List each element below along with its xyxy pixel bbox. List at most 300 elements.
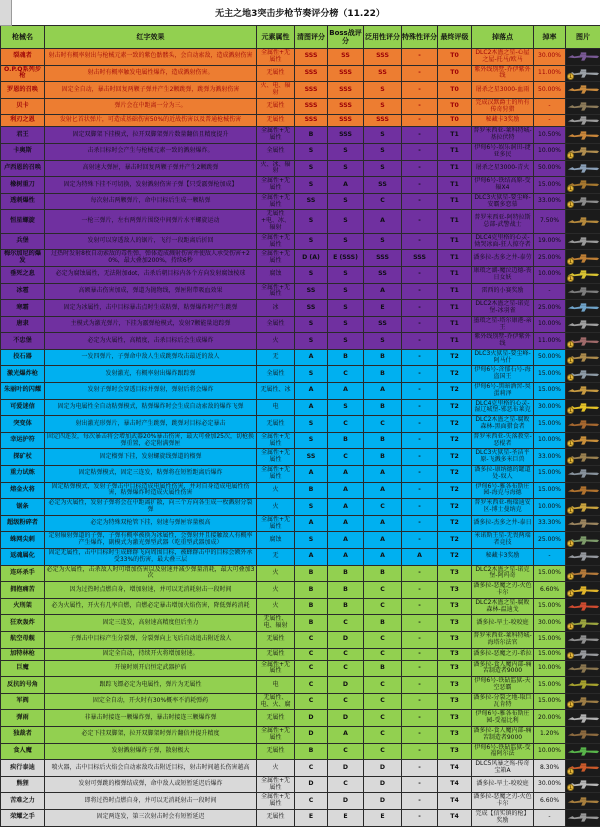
gun-name-cell[interactable]: 反抗的号角 [1, 677, 45, 694]
gun-image-cell[interactable] [566, 115, 600, 127]
final-tier-cell[interactable]: T3 [438, 648, 472, 660]
gun-image-cell[interactable] [566, 631, 600, 648]
gun-name-cell[interactable]: 垂死之息 [1, 266, 45, 283]
mobbing-score-cell[interactable]: SS [295, 193, 328, 210]
mobbing-score-cell[interactable]: A [295, 399, 328, 416]
drop-location-cell[interactable]: 紫外线别墅-乔伊紫外线 [472, 333, 534, 350]
red-text-effect-cell[interactable]: 射击时有概率触发电属性爆炸，造成溅射伤害。 [45, 65, 257, 82]
drop-location-cell[interactable]: 伊甸6号-雅各布斯庄园-海克与海德 [472, 482, 534, 499]
gun-image-cell[interactable] [566, 143, 600, 160]
gun-name-cell[interactable]: 兵堡 [1, 233, 45, 250]
red-text-effect-cell[interactable]: 必为火属性，开火有几率自燃，自燃必定暴击增加火焰伤害，降低弹药消耗 [45, 598, 257, 615]
gun-name-cell[interactable]: 加特林枪 [1, 648, 45, 660]
gun-image-cell[interactable] [566, 210, 600, 233]
mobbing-score-cell[interactable]: S [295, 416, 328, 433]
drop-rate-cell[interactable]: 6.60% [534, 582, 566, 599]
drop-rate-cell[interactable]: 30.00% [534, 49, 566, 66]
final-tier-cell[interactable]: T4 [438, 776, 472, 793]
mobbing-score-cell[interactable]: A [295, 383, 328, 400]
boss-score-cell[interactable]: C [328, 615, 364, 632]
special-score-cell[interactable]: - [402, 598, 438, 615]
mobbing-score-cell[interactable]: B [295, 598, 328, 615]
red-text-effect-cell[interactable]: 击杀目标时会产生与枪械元素一致的溅射爆炸。 [45, 143, 257, 160]
red-text-effect-cell[interactable]: 固定全自动，暴击时回复两颗子弹并产生2颗跳弹，跳弹为溅射伤害 [45, 82, 257, 99]
element-cell[interactable]: 无属性 [257, 710, 295, 727]
final-tier-cell[interactable]: T3 [438, 677, 472, 694]
special-score-cell[interactable]: - [402, 710, 438, 727]
drop-rate-cell[interactable]: 15.00% [534, 693, 566, 710]
final-tier-cell[interactable]: T2 [438, 349, 472, 366]
element-cell[interactable]: 全属性+无属性 [257, 233, 295, 250]
element-cell[interactable]: 全属性+无属性 [257, 515, 295, 532]
mobbing-score-cell[interactable]: S [295, 499, 328, 516]
red-text-effect-cell[interactable]: 固定粘弹模式，发射子弹击中目标造成电属性伤害，并对自身造成电属性伤害，粘弹爆炸时造成火属性伤害 [45, 482, 257, 499]
versatility-score-cell[interactable]: SS [364, 316, 402, 333]
special-score-cell[interactable]: - [402, 615, 438, 632]
element-cell[interactable]: 火 [257, 482, 295, 499]
red-text-effect-cell[interactable]: 必定为特殊双枪管下挂，射速与弹匣容量极高 [45, 515, 257, 532]
final-tier-cell[interactable]: T1 [438, 193, 472, 210]
mobbing-score-cell[interactable]: S [295, 160, 328, 177]
gun-name-cell[interactable]: 可爱迷信 [1, 399, 45, 416]
versatility-score-cell[interactable]: A [364, 283, 402, 300]
gun-image-cell[interactable] [566, 582, 600, 599]
red-text-effect-cell[interactable]: 发射可以穿透敌人的锯片，飞行一段距离后折回 [45, 233, 257, 250]
gun-image-cell[interactable] [566, 466, 600, 483]
drop-location-cell[interactable]: 普罗米西亚-莱科特城-海塔尔法官 [472, 631, 534, 648]
header-drop-location[interactable]: 掉落点 [472, 26, 534, 49]
drop-rate-cell[interactable]: 15.00% [534, 648, 566, 660]
drop-rate-cell[interactable]: 10.00% [534, 316, 566, 333]
red-text-effect-cell[interactable]: 固定三连发，高射速高精度但后坐力 [45, 615, 257, 632]
special-score-cell[interactable]: - [402, 383, 438, 400]
gun-image-cell[interactable] [566, 743, 600, 760]
header-image[interactable]: 图片 [566, 26, 600, 49]
gun-image-cell[interactable] [566, 416, 600, 433]
gun-name-cell[interactable]: 卡奥斯 [1, 143, 45, 160]
drop-location-cell[interactable]: 伊甸6号-铁砧监狱-受福阿尔法 [472, 743, 534, 760]
versatility-score-cell[interactable]: B [364, 565, 402, 582]
element-cell[interactable]: 无属性、冰 [257, 383, 295, 400]
gun-name-cell[interactable]: 疾行泰迪 [1, 760, 45, 777]
element-cell[interactable]: 全属性+无属性 [257, 726, 295, 743]
element-cell[interactable]: 火 [257, 565, 295, 582]
mobbing-score-cell[interactable]: A [295, 549, 328, 566]
red-text-effect-cell[interactable]: 定射辐射弹道的子弹，子弹有概率被换为冰属性，会弹射并且接触敌人有概率产生爆炸，副模式为激光弹型武器（吃重型武器加成） [45, 532, 257, 549]
gun-image-cell[interactable] [566, 383, 600, 400]
final-tier-cell[interactable]: T0 [438, 98, 472, 115]
red-text-effect-cell[interactable]: 必定为火属性，高精度，击杀目标后会生成爆炸 [45, 333, 257, 350]
drop-location-cell[interactable]: 雷西的小赛奖励 [472, 283, 534, 300]
versatility-score-cell[interactable]: SSS [364, 250, 402, 267]
mobbing-score-cell[interactable]: S [295, 333, 328, 350]
versatility-score-cell[interactable]: C [364, 677, 402, 694]
final-tier-cell[interactable]: T3 [438, 710, 472, 727]
drop-location-cell[interactable]: 伊甸6号-铁砧监狱-天空恶霸 [472, 677, 534, 694]
boss-score-cell[interactable]: A [328, 515, 364, 532]
gun-name-cell[interactable]: 裂魂者 [1, 49, 45, 66]
gun-image-cell[interactable] [566, 660, 600, 677]
boss-score-cell[interactable]: C [328, 449, 364, 466]
mobbing-score-cell[interactable]: S [295, 177, 328, 194]
element-cell[interactable]: 全属性+无属性 [257, 432, 295, 449]
mobbing-score-cell[interactable]: SSS [295, 98, 328, 115]
final-tier-cell[interactable]: T1 [438, 160, 472, 177]
boss-score-cell[interactable]: S [328, 300, 364, 317]
gun-name-cell[interactable]: 火刑架 [1, 598, 45, 615]
drop-rate-cell[interactable]: 30.00% [534, 399, 566, 416]
drop-location-cell[interactable]: 伊甸6号-含郁石号-海盗国王 [472, 366, 534, 383]
special-score-cell[interactable]: - [402, 660, 438, 677]
mobbing-score-cell[interactable]: B [295, 615, 328, 632]
drop-rate-cell[interactable]: - [534, 549, 566, 566]
boss-score-cell[interactable]: S [328, 399, 364, 416]
gun-name-cell[interactable]: 蛛网尖刺 [1, 532, 45, 549]
drop-rate-cell[interactable]: 25.00% [534, 300, 566, 317]
versatility-score-cell[interactable]: SS [364, 65, 402, 82]
gun-image-cell[interactable] [566, 515, 600, 532]
gun-image-cell[interactable] [566, 565, 600, 582]
red-text-effect-cell[interactable]: 开镜时则开启恒定武器护盾 [45, 660, 257, 677]
element-cell[interactable]: 全属性+无属性 [257, 193, 295, 210]
mobbing-score-cell[interactable]: D (A) [295, 250, 328, 267]
gun-image-cell[interactable] [566, 193, 600, 210]
special-score-cell[interactable]: SSS [402, 250, 438, 267]
versatility-score-cell[interactable]: A [364, 515, 402, 532]
gun-image-cell[interactable] [566, 615, 600, 632]
gun-image-cell[interactable] [566, 793, 600, 810]
element-cell[interactable]: 全属性+无属性 [257, 449, 295, 466]
drop-rate-cell[interactable]: 15.00% [534, 366, 566, 383]
red-text-effect-cell[interactable]: 必定为火属性，发射子弹将会在中距离扩散，向三个方向各生成一枚溅射分裂弹 [45, 499, 257, 516]
special-score-cell[interactable]: - [402, 283, 438, 300]
red-text-effect-cell[interactable]: 固定全自动，开火时有30%概率不消耗弹药 [45, 693, 257, 710]
drop-location-cell[interactable]: 潘多拉-食人魔内部-痛苦制造者9000 [472, 660, 534, 677]
versatility-score-cell[interactable]: B [364, 366, 402, 383]
red-text-effect-cell[interactable]: 发射溅射爆炸子弹，散射极大 [45, 743, 257, 760]
mobbing-score-cell[interactable]: SSS [295, 115, 328, 127]
final-tier-cell[interactable]: T3 [438, 565, 472, 582]
boss-score-cell[interactable]: SSS [328, 82, 364, 99]
gun-name-cell[interactable]: 返魂属化 [1, 549, 45, 566]
drop-rate-cell[interactable]: 11.00% [534, 333, 566, 350]
final-tier-cell[interactable]: T1 [438, 283, 472, 300]
drop-rate-cell[interactable]: 15.00% [534, 416, 566, 433]
boss-score-cell[interactable]: S [328, 283, 364, 300]
gun-image-cell[interactable] [566, 399, 600, 416]
versatility-score-cell[interactable]: B [364, 615, 402, 632]
boss-score-cell[interactable]: S [328, 143, 364, 160]
drop-rate-cell[interactable]: 15.00% [534, 631, 566, 648]
special-score-cell[interactable]: - [402, 333, 438, 350]
gun-name-cell[interactable]: 卢西恩的召唤 [1, 160, 45, 177]
drop-rate-cell[interactable]: 10.00% [534, 743, 566, 760]
boss-score-cell[interactable]: D [328, 710, 364, 727]
mobbing-score-cell[interactable]: C [295, 760, 328, 777]
red-text-effect-cell[interactable]: 固定粘弹模式，固定三连发，粘弹将在短暂距离后爆炸 [45, 466, 257, 483]
gun-image-cell[interactable] [566, 760, 600, 777]
drop-location-cell[interactable]: 伊甸6号-黑暗酒窖-臭蛋莉泽 [472, 383, 534, 400]
red-text-effect-cell[interactable]: 固定榴弹下挂，发射螺旋线弹道的榴弹 [45, 449, 257, 466]
drop-rate-cell[interactable]: 11.00% [534, 65, 566, 82]
drop-location-cell[interactable]: 潘多拉-恶魔之刃-火色卡尔 [472, 582, 534, 599]
element-cell[interactable]: 全属性+无属性 [257, 660, 295, 677]
element-cell[interactable]: 无属性 [257, 631, 295, 648]
drop-rate-cell[interactable]: 15.00% [534, 383, 566, 400]
versatility-score-cell[interactable]: A [364, 549, 402, 566]
drop-location-cell[interactable]: 完成【信实镇的枪】奖励 [472, 809, 534, 826]
versatility-score-cell[interactable]: B [364, 660, 402, 677]
drop-rate-cell[interactable]: - [534, 283, 566, 300]
boss-score-cell[interactable]: E [328, 809, 364, 826]
element-cell[interactable]: 全属性+无属性 [257, 177, 295, 194]
drop-rate-cell[interactable]: 15.00% [534, 177, 566, 194]
boss-score-cell[interactable]: B [328, 582, 364, 599]
drop-rate-cell[interactable]: 25.00% [534, 532, 566, 549]
red-text-effect-cell[interactable]: 每次射击两颗弹片，命中目标后生成一颗粘弹 [45, 193, 257, 210]
gun-name-cell[interactable]: 寒霜 [1, 300, 45, 317]
element-cell[interactable]: 无属性 [257, 809, 295, 826]
drop-location-cell[interactable]: 普罗米西亚-失落教堂-恶棍者 [472, 432, 534, 449]
drop-location-cell[interactable]: 紫外线别墅-乔伊紫外线 [472, 65, 534, 82]
final-tier-cell[interactable]: T3 [438, 660, 472, 677]
mobbing-score-cell[interactable]: E [295, 809, 328, 826]
mobbing-score-cell[interactable]: A [295, 349, 328, 366]
special-score-cell[interactable]: - [402, 726, 438, 743]
header-element[interactable]: 元素属性 [257, 26, 295, 49]
versatility-score-cell[interactable]: E [364, 809, 402, 826]
red-text-effect-cell[interactable]: 一发四弹片，子弹命中敌人生成跳弹攻击最近的敌人 [45, 349, 257, 366]
drop-location-cell[interactable]: DLC2木蛊之星-腐败森林-黑面猎食者 [472, 416, 534, 433]
gun-image-cell[interactable] [566, 250, 600, 267]
final-tier-cell[interactable]: T1 [438, 143, 472, 160]
special-score-cell[interactable]: - [402, 177, 438, 194]
versatility-score-cell[interactable]: C [364, 598, 402, 615]
final-tier-cell[interactable]: T0 [438, 82, 472, 99]
special-score-cell[interactable]: - [402, 677, 438, 694]
gun-name-cell[interactable]: O.P.Q系列步枪 [1, 65, 45, 82]
drop-location-cell[interactable]: DLC2木蛊之星-诺克堡-阿玛奇 [472, 565, 534, 582]
gun-image-cell[interactable] [566, 598, 600, 615]
versatility-score-cell[interactable]: C [364, 726, 402, 743]
drop-rate-cell[interactable]: 15.00% [534, 466, 566, 483]
mobbing-score-cell[interactable]: SS [295, 300, 328, 317]
gun-name-cell[interactable]: 激光爆炸枪 [1, 366, 45, 383]
drop-rate-cell[interactable]: 33.00% [534, 193, 566, 210]
special-score-cell[interactable]: - [402, 49, 438, 66]
boss-score-cell[interactable]: D [328, 793, 364, 810]
drop-location-cell[interactable]: 伊甸6号-铁结高原-受辐X4 [472, 177, 534, 194]
gun-name-cell[interactable]: 投石器 [1, 349, 45, 366]
gun-name-cell[interactable]: 连环杀手 [1, 565, 45, 582]
gun-name-cell[interactable]: 弹雨 [1, 710, 45, 727]
header-red-text-effect[interactable]: 红字效果 [45, 26, 257, 49]
gun-image-cell[interactable] [566, 283, 600, 300]
gun-image-cell[interactable] [566, 432, 600, 449]
red-text-effect-cell[interactable]: 必定下挂双脚架，拉开双脚架时弹片翻倍并提升精度 [45, 726, 257, 743]
mobbing-score-cell[interactable]: A [295, 515, 328, 532]
header-versatility-score[interactable]: 泛用性评分 [364, 26, 402, 49]
boss-score-cell[interactable]: S [328, 233, 364, 250]
element-cell[interactable]: 无属性 [257, 98, 295, 115]
special-score-cell[interactable]: - [402, 499, 438, 516]
versatility-score-cell[interactable]: A [364, 482, 402, 499]
special-score-cell[interactable]: - [402, 115, 438, 127]
red-text-effect-cell[interactable]: 跟踪飞镖必定为电属性，弹片为无属性 [45, 677, 257, 694]
red-text-effect-cell[interactable]: 固定双脚架下挂模式，拉开双脚架弹片数量翻倍且精度提升 [45, 127, 257, 144]
red-text-effect-cell[interactable]: 射击时有概率射出与枪械元素一致的紫色骷髅头，会自动索敌，造成溅射伤害 [45, 49, 257, 66]
boss-score-cell[interactable]: B [328, 432, 364, 449]
element-cell[interactable]: 腐蚀 [257, 532, 295, 549]
drop-rate-cell[interactable]: 33.30% [534, 515, 566, 532]
element-cell[interactable]: 无属性、电、辐射 [257, 615, 295, 632]
red-text-effect-cell[interactable]: 发射激光，有概率射出爆炸跟踪弹 [45, 366, 257, 383]
versatility-score-cell[interactable]: B [364, 399, 402, 416]
final-tier-cell[interactable]: T3 [438, 582, 472, 599]
element-cell[interactable]: 火、电、辐射 [257, 82, 295, 99]
element-cell[interactable]: 腐蚀 [257, 266, 295, 283]
element-cell[interactable]: 无 [257, 549, 295, 566]
boss-score-cell[interactable]: SSS [328, 127, 364, 144]
drop-location-cell[interactable]: 潘多拉-分裂之地-取巨瓦肯特 [472, 693, 534, 710]
mobbing-score-cell[interactable]: D [295, 776, 328, 793]
gun-image-cell[interactable] [566, 549, 600, 566]
mobbing-score-cell[interactable]: B [295, 127, 328, 144]
versatility-score-cell[interactable]: C [364, 193, 402, 210]
boss-score-cell[interactable]: A [328, 532, 364, 549]
red-text-effect-cell[interactable]: 高额暴击伤害加成，弹道为抛物线，弹匣附带吸血效果 [45, 283, 257, 300]
boss-score-cell[interactable]: S [328, 316, 364, 333]
drop-location-cell[interactable]: DLC3火狱星-要尘峰-安霸多恋慕 [472, 193, 534, 210]
drop-rate-cell[interactable]: - [534, 115, 566, 127]
red-text-effect-cell[interactable]: 固定为电属性全自动粘弹模式，粘弹爆炸时会生成自动索敌的爆炸飞弹 [45, 399, 257, 416]
gun-name-cell[interactable]: 锯条 [1, 499, 45, 516]
gun-image-cell[interactable] [566, 316, 600, 333]
final-tier-cell[interactable]: T2 [438, 466, 472, 483]
boss-score-cell[interactable]: S [328, 333, 364, 350]
drop-location-cell[interactable]: DLC3火狱星-圣洁平原-飞溅多米巨兽 [472, 449, 534, 466]
mobbing-score-cell[interactable]: S [295, 366, 328, 383]
boss-score-cell[interactable]: C [328, 693, 364, 710]
gun-image-cell[interactable] [566, 482, 600, 499]
header-boss-score[interactable]: Boss战评分 [328, 26, 364, 49]
boss-score-cell[interactable]: C [328, 776, 364, 793]
special-score-cell[interactable]: - [402, 532, 438, 549]
element-cell[interactable]: 全属性+无属性 [257, 466, 295, 483]
versatility-score-cell[interactable]: S [364, 233, 402, 250]
versatility-score-cell[interactable]: C [364, 582, 402, 599]
element-cell[interactable]: 无属性 [257, 65, 295, 82]
gun-name-cell[interactable]: 航空母舰 [1, 631, 45, 648]
special-score-cell[interactable]: - [402, 693, 438, 710]
boss-score-cell[interactable]: D [328, 677, 364, 694]
final-tier-cell[interactable]: T2 [438, 499, 472, 516]
special-score-cell[interactable]: - [402, 300, 438, 317]
element-cell[interactable]: 电 [257, 677, 295, 694]
gun-name-cell[interactable]: 食人魔 [1, 743, 45, 760]
gun-name-cell[interactable]: 幸运护符 [1, 432, 45, 449]
element-cell[interactable]: 无 [257, 349, 295, 366]
element-cell[interactable]: 全属性 [257, 316, 295, 333]
drop-rate-cell[interactable]: - [534, 98, 566, 115]
versatility-score-cell[interactable]: S [364, 98, 402, 115]
final-tier-cell[interactable]: T1 [438, 333, 472, 350]
mobbing-score-cell[interactable]: SS [295, 283, 328, 300]
drop-location-cell[interactable]: 潘多拉-食人魔内部-痛苦制造者9000 [472, 726, 534, 743]
special-score-cell[interactable]: - [402, 266, 438, 283]
boss-score-cell[interactable]: S [328, 160, 364, 177]
drop-location-cell[interactable]: 秘藏卡3奖励 [472, 549, 534, 566]
element-cell[interactable]: 全属性+无属性 [257, 250, 295, 267]
final-tier-cell[interactable]: T1 [438, 250, 472, 267]
gun-image-cell[interactable] [566, 65, 600, 82]
drop-location-cell[interactable]: 普罗米西亚-梅瑞迪安区-博士曼纳克 [472, 499, 534, 516]
special-score-cell[interactable]: - [402, 82, 438, 99]
final-tier-cell[interactable]: T0 [438, 49, 472, 66]
drop-location-cell[interactable]: 潘多拉-恶魔之刃-希拉 [472, 648, 534, 660]
boss-score-cell[interactable]: C [328, 416, 364, 433]
versatility-score-cell[interactable]: C [364, 743, 402, 760]
element-cell[interactable]: 无属性 [257, 416, 295, 433]
special-score-cell[interactable]: - [402, 160, 438, 177]
red-text-effect-cell[interactable]: 一枪三弹片，左右两弹片围绕中间弹片水平螺旋运动 [45, 210, 257, 233]
boss-score-cell[interactable]: A [328, 726, 364, 743]
mobbing-score-cell[interactable]: S [295, 210, 328, 233]
boss-score-cell[interactable]: A [328, 499, 364, 516]
gun-name-cell[interactable]: 荣耀之手 [1, 809, 45, 826]
drop-rate-cell[interactable]: 10.00% [534, 266, 566, 283]
boss-score-cell[interactable]: A [328, 383, 364, 400]
gun-name-cell[interactable]: 超级粉碎者 [1, 515, 45, 532]
boss-score-cell[interactable]: A [328, 177, 364, 194]
boss-score-cell[interactable]: B [328, 349, 364, 366]
mobbing-score-cell[interactable]: S [295, 432, 328, 449]
versatility-score-cell[interactable]: A [364, 532, 402, 549]
final-tier-cell[interactable]: T3 [438, 615, 472, 632]
element-cell[interactable]: 全属性+无属性 [257, 49, 295, 66]
special-score-cell[interactable]: - [402, 65, 438, 82]
gun-image-cell[interactable] [566, 499, 600, 516]
boss-score-cell[interactable]: D [328, 631, 364, 648]
gun-name-cell[interactable]: 独裁者 [1, 726, 45, 743]
versatility-score-cell[interactable]: SS [364, 177, 402, 194]
versatility-score-cell[interactable]: S [364, 160, 402, 177]
boss-score-cell[interactable]: S [328, 266, 364, 283]
final-tier-cell[interactable]: T1 [438, 127, 472, 144]
drop-rate-cell[interactable]: 15.00% [534, 565, 566, 582]
special-score-cell[interactable]: - [402, 210, 438, 233]
gun-name-cell[interactable]: 突变体 [1, 416, 45, 433]
special-score-cell[interactable]: - [402, 743, 438, 760]
final-tier-cell[interactable]: T0 [438, 115, 472, 127]
gun-name-cell[interactable]: 熔金火将 [1, 482, 45, 499]
special-score-cell[interactable]: - [402, 809, 438, 826]
gun-image-cell[interactable] [566, 82, 600, 99]
final-tier-cell[interactable]: T2 [438, 416, 472, 433]
header-drop-rate[interactable]: 掉率 [534, 26, 566, 49]
special-score-cell[interactable]: - [402, 631, 438, 648]
header-final-tier[interactable]: 最终评级 [438, 26, 472, 49]
versatility-score-cell[interactable]: C [364, 416, 402, 433]
gun-name-cell[interactable]: 恒星螺旋 [1, 210, 45, 233]
red-text-effect-cell[interactable]: 因为过热时点燃自身，增加射速，并可以无消耗射击一段时间 [45, 582, 257, 599]
element-cell[interactable]: 全属性+无属性 [257, 283, 295, 300]
boss-score-cell[interactable]: C [328, 660, 364, 677]
final-tier-cell[interactable]: T1 [438, 210, 472, 233]
versatility-score-cell[interactable]: SSS [364, 49, 402, 66]
boss-score-cell[interactable]: B [328, 565, 364, 582]
element-cell[interactable]: 冰 [257, 300, 295, 317]
